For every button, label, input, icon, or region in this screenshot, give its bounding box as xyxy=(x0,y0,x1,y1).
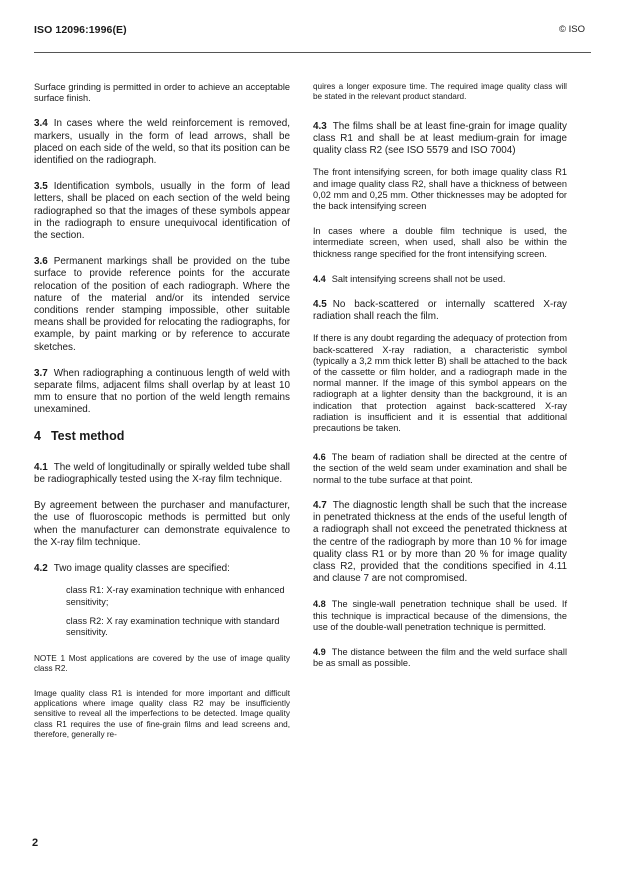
clause-4-2 xyxy=(34,563,290,575)
clause-number: 4.6 xyxy=(313,452,326,463)
clause-text: The films shall be at least fine-grain for image quality class R1 and shall be at least medium-grain for image quality class R2 (see ISO 5579 and ISO 7004) xyxy=(313,120,567,157)
clause-text: The distance between the film and the weld surface shall be as small as possible. xyxy=(313,646,567,669)
paragraph-agreement: By agreement between the purchaser and manufacturer, the use of fluoroscopic methods is permitted but only when the manufacturer can demonstrate equivalence to the X-ray film technique. xyxy=(34,500,290,548)
clause-number: 4.2 xyxy=(34,563,48,575)
clause-3-4 xyxy=(34,118,290,167)
left-column xyxy=(34,82,290,755)
clause-number: 4.1 xyxy=(34,461,48,473)
clause-number: 4.9 xyxy=(313,646,326,657)
right-column xyxy=(313,82,567,683)
section-title: Test method xyxy=(50,428,125,443)
section-heading-test-method xyxy=(34,428,290,443)
header-divider xyxy=(34,52,591,53)
clause-number: 4.4 xyxy=(313,273,326,284)
clause-text: No back-scattered or internally scattered X-ray radiation shall reach the film. xyxy=(313,299,567,323)
clause-4-4 xyxy=(313,274,567,285)
section-number: 4 xyxy=(34,428,41,443)
clause-4-6 xyxy=(313,452,567,486)
paragraph-back-scatter: If there is any doubt regarding the adequacy of protection from back-scattered X-ray radiation, a characteristic symbol (typically a 3,2 mm thick letter B) shall be attached to the back of the cassette or film holder, and a radiograph made in the normal manner. If the image of this symbol appears on the radiograph at a lighter density than the background, it is an indication that protection against back-scattered X-ray radiation is insufficient and it is essential that additional precautions be taken. xyxy=(313,333,567,434)
clause-4-8 xyxy=(313,599,567,633)
clause-text: Salt intensifying screens shall not be used. xyxy=(331,273,506,284)
page-number: 2 xyxy=(32,837,39,849)
standard-number: ISO 12096:1996(E) xyxy=(34,24,127,36)
paragraph-surface-grinding: Surface grinding is permitted in order to achieve an acceptable surface finish. xyxy=(34,82,290,104)
clause-text: The beam of radiation shall be directed at the centre of the section of the weld seam under examination and shall be normal to the tube surface at that point. xyxy=(313,452,567,485)
clause-text: The weld of longitudinally or spirally welded tube shall be radiographically tested using the X-ray film technique. xyxy=(34,461,290,486)
clause-3-6 xyxy=(34,256,290,354)
clause-number: 3.6 xyxy=(34,256,48,268)
clause-text: In cases where the weld reinforcement is removed, markers, usually in the form of lead arrows, shall be placed on each side of the weld, so that its position can be identified on the radiograph. xyxy=(34,118,290,167)
clause-text: The single-wall penetration technique shall be used. If this technique is impractical because of the dimensions, the use of the double-wall penetration technique is permitted. xyxy=(313,599,567,632)
clause-3-7 xyxy=(34,368,290,417)
clause-4-3 xyxy=(313,121,567,158)
clause-text: The diagnostic length shall be such that the increase in penetrated thickness at the ends of the useful length of a radiograph shall not exceed the penetrated thickness at the centre of the radiograph by more than 10 % for image quality class R1 or by more than 20 % for image quality class R2, provided that the conditions specified in 4.11 and clause 7 are not compromised. xyxy=(313,499,567,585)
note-1: NOTE 1 Most applications are covered by the use of image quality class R2. xyxy=(34,654,290,674)
paragraph-continued: quires a longer exposure time. The required image quality class will be stated in the relevant product standard. xyxy=(313,82,567,102)
clause-4-1 xyxy=(34,462,290,486)
paragraph-class-r1: Image quality class R1 is intended for more important and difficult applications where image quality class R2 may be insufficiently sensitive to reveal all the imperfections to be detected. Image quality class R1 requires the use of fine-grain films and lead screens and, therefore, generally re- xyxy=(34,688,290,740)
clause-3-5 xyxy=(34,181,290,242)
clause-number: 4.7 xyxy=(313,499,327,511)
class-r2-item: class R2: X ray examination technique with standard sensitivity. xyxy=(66,615,280,637)
paragraph-front-screen: The front intensifying screen, for both image quality class R1 and image quality class R2, shall have a thickness of between 0,02 mm and 0,25 mm. Other thicknesses may be adopted for the back intensifying screen xyxy=(313,167,567,212)
clause-number: 4.3 xyxy=(313,120,327,132)
clause-4-9 xyxy=(313,647,567,669)
page-header xyxy=(34,24,585,40)
clause-text: Permanent markings shall be provided on the tube surface to provide reference points for the accurate relocation of the position of each radiograph. Where the nature of the material and/or its intended service conditions render stamping impossible, other suitable means shall be provided for relocating the radiographs, for example, by paint marking or by reference to accurate sketches. xyxy=(34,256,290,353)
clause-number: 3.7 xyxy=(34,367,48,379)
clause-number: 3.5 xyxy=(34,181,48,193)
clause-text: Two image quality classes are specified: xyxy=(53,563,230,575)
clause-text: When radiographing a continuous length of weld with separate films, adjacent films shall overlap by at least 10 mm to ensure that no portion of the weld length remains unexamined. xyxy=(34,367,290,416)
clause-number: 4.8 xyxy=(313,599,326,610)
class-r1-item: class R1: X-ray examination technique with enhanced sensitivity; xyxy=(66,585,285,607)
copyright-mark: © ISO xyxy=(558,24,585,35)
clause-number: 3.4 xyxy=(34,118,48,130)
clause-4-7 xyxy=(313,500,567,585)
clause-number: 4.5 xyxy=(313,299,327,311)
clause-4-5 xyxy=(313,299,567,323)
paragraph-double-film: In cases where a double film technique is used, the intermediate screen, when used, shall also be within the thickness range specified for the front intensifying screen. xyxy=(313,226,567,259)
clause-text: Identification symbols, usually in the form of lead letters, shall be placed on each section of the weld being radiographed so that the images of these symbols appear in the radiograph to ensure unequivocal identification of the section. xyxy=(34,181,290,242)
